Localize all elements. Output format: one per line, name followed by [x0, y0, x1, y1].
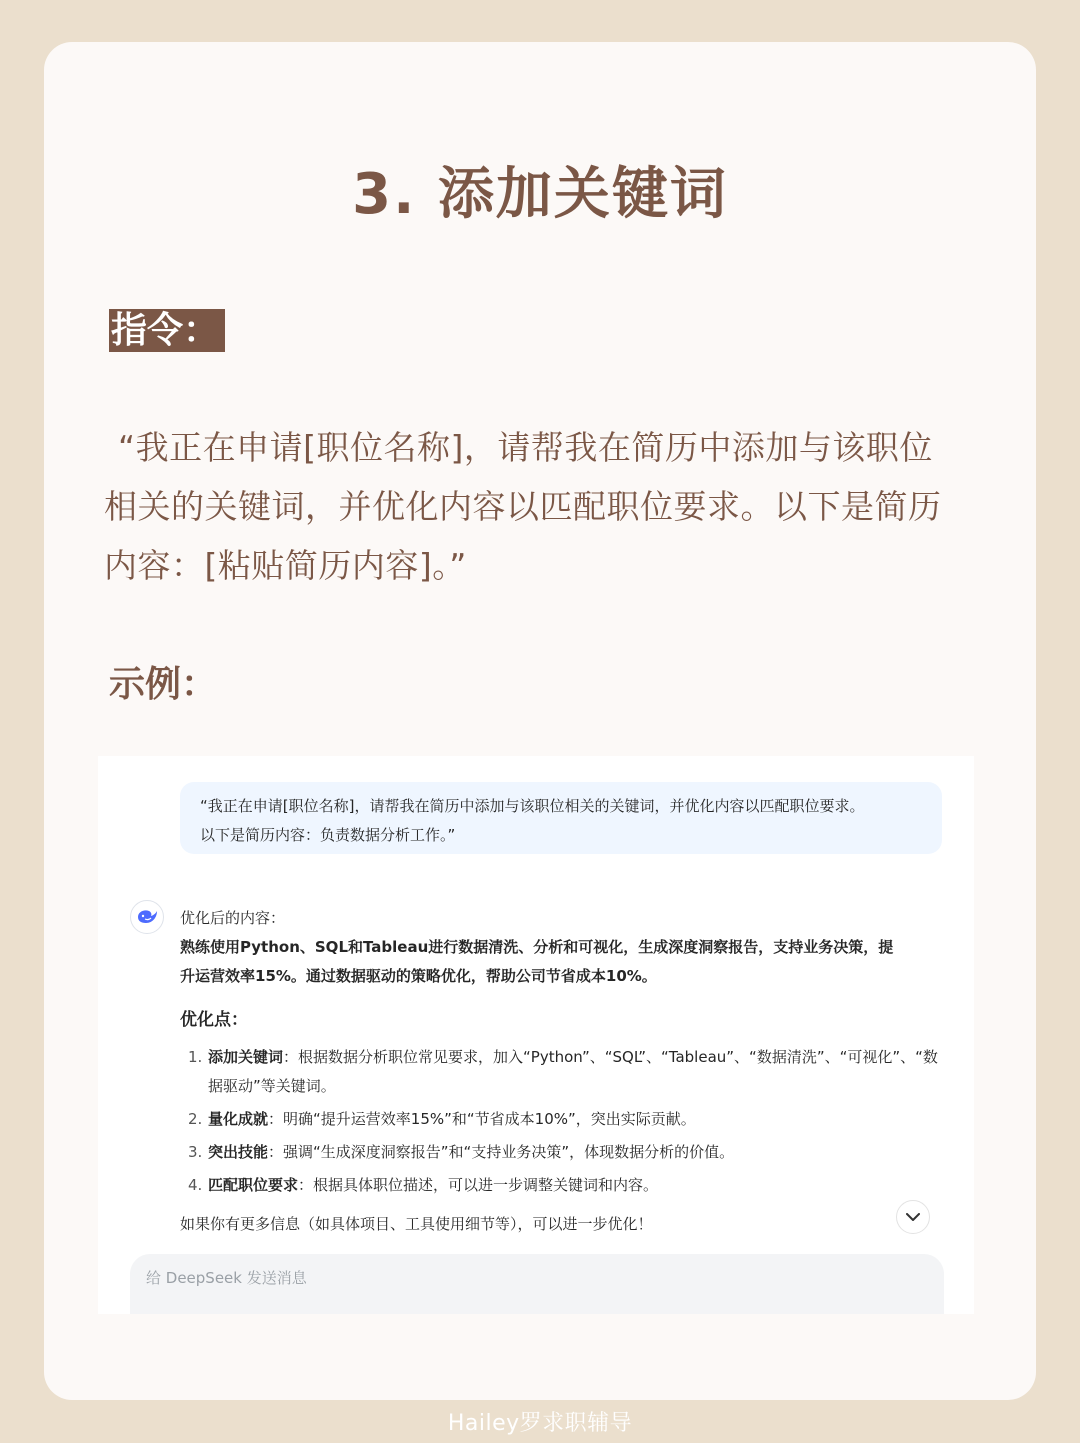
assistant-reply [180, 904, 940, 1239]
list-number: 3. [188, 1143, 203, 1161]
list-item [180, 1138, 940, 1167]
instruction-line: 内容：[粘贴简历内容]。” [104, 546, 467, 585]
scroll-down-button[interactable] [896, 1200, 930, 1234]
user-message-bubble [180, 782, 942, 854]
point-title: 添加关键词 [208, 1048, 284, 1066]
point-title: 匹配职位要求 [208, 1176, 299, 1194]
optimized-content-line: 升运营效率15%。通过数据驱动的策略优化，帮助公司节省成本10%。 [180, 967, 657, 985]
point-text: ：强调“生成深度洞察报告”和“支持业务决策”，体现数据分析的价值。 [268, 1143, 735, 1161]
list-item [180, 1043, 940, 1101]
page-title: 3. 添加关键词 [352, 162, 728, 227]
reply-intro: 优化后的内容： [180, 909, 286, 927]
point-text: ：根据具体职位描述，可以进一步调整关键词和内容。 [298, 1176, 659, 1194]
whale-glyph [136, 908, 158, 926]
points-list [180, 1043, 940, 1200]
message-input[interactable] [146, 1269, 928, 1287]
user-message-line: “我正在申请[职位名称]，请帮我在简历中添加与该职位相关的关键词，并优化内容以匹配职位要求。 [200, 797, 865, 815]
list-number: 1. [188, 1048, 203, 1066]
optimized-content-line: 熟练使用Python、SQL和Tableau进行数据清洗、分析和可视化，生成深度洞察报告，支持业务决策，提 [180, 938, 894, 956]
chevron-down-icon [906, 1213, 920, 1222]
list-number: 2. [188, 1110, 203, 1128]
instruction-text [104, 418, 974, 595]
list-item [180, 1105, 940, 1134]
example-label: 示例： [109, 664, 218, 705]
point-text: ：根据数据分析职位常见要求，加入“Python”、“SQL”、“Tableau”、“数据清洗”、“可视化”、“数据驱动”等关键词。 [208, 1048, 938, 1095]
message-input-box[interactable] [130, 1254, 944, 1314]
list-item [180, 1171, 940, 1200]
user-message-line: 以下是简历内容：负责数据分析工作。” [200, 826, 456, 844]
instruction-label: 指令： [109, 309, 225, 352]
chat-screenshot [98, 756, 974, 1314]
point-title: 突出技能 [208, 1143, 269, 1161]
points-heading: 优化点： [180, 1010, 248, 1030]
instruction-line: “我正在申请[职位名称]，请帮我在简历中添加与该职位 [118, 428, 933, 467]
instruction-line: 相关的关键词，并优化内容以匹配职位要求。以下是简历 [104, 487, 942, 526]
point-text: ：明确“提升运营效率15%”和“节省成本10%”，突出实际贡献。 [268, 1110, 696, 1128]
list-number: 4. [188, 1176, 203, 1194]
watermark-footer: Hailey罗求职辅导 [447, 1411, 633, 1436]
point-title: 量化成就 [208, 1110, 269, 1128]
deepseek-whale-icon [130, 900, 164, 934]
reply-closing: 如果你有更多信息（如具体项目、工具使用细节等），可以进一步优化！ [180, 1215, 653, 1233]
